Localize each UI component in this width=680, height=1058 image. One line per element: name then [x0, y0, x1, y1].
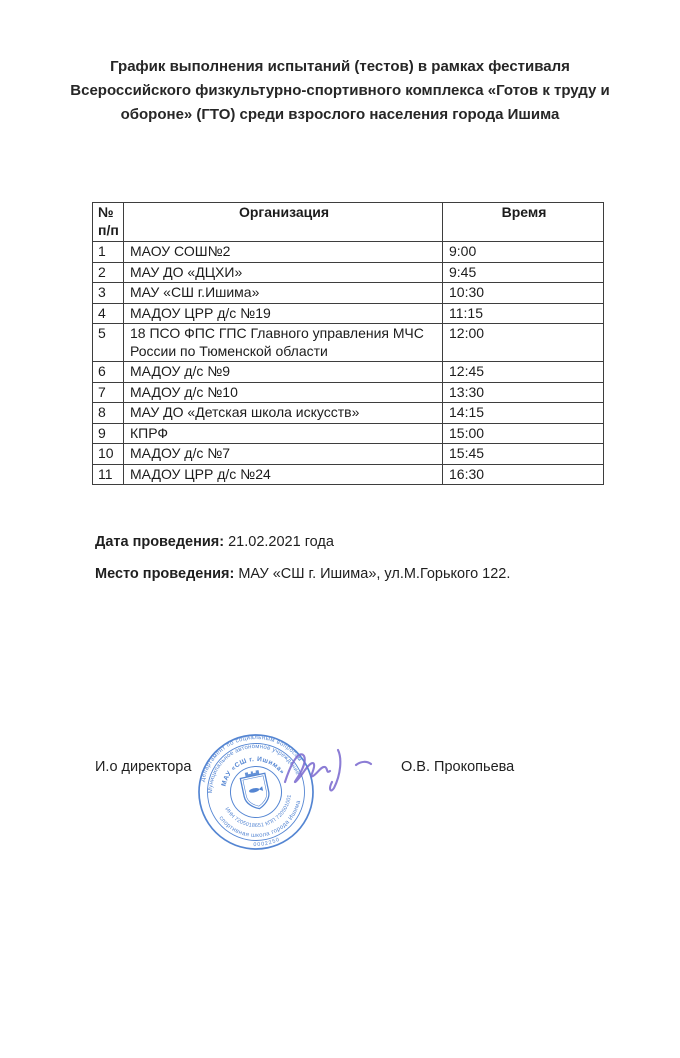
cell-num: 8	[93, 403, 124, 424]
table-row	[93, 403, 604, 424]
signature-name: О.В. Прокопьева	[401, 759, 515, 775]
cell-time: 15:00	[443, 423, 604, 444]
cell-org: МАДОУ д/с №9	[124, 362, 443, 383]
table-row	[93, 362, 604, 383]
date-value: 21.02.2021 года	[228, 534, 334, 550]
cell-num: 1	[93, 242, 124, 263]
title-line-1: График выполнения испытаний (тестов) в рамках фестиваля	[110, 58, 570, 75]
schedule-table	[92, 202, 604, 485]
date-label: Дата проведения:	[95, 534, 225, 550]
header-org: Организация	[124, 203, 443, 242]
cell-org: МАОУ СОШ№2	[124, 242, 443, 263]
cell-org: МАУ ДО «Детская школа искусств»	[124, 403, 443, 424]
signature-role: И.о директора	[95, 759, 192, 775]
cell-time: 9:45	[443, 262, 604, 283]
cell-num: 7	[93, 382, 124, 403]
cell-org: МАУ ДО «ДЦХИ»	[124, 262, 443, 283]
table-row	[93, 262, 604, 283]
title-line-3: обороне» (ГТО) среди взрослого населения города Ишима	[120, 106, 560, 123]
stamp-ring-outer-top: Департамент по социальным вопросам	[200, 734, 303, 783]
place-line	[95, 565, 510, 584]
header-time: Время	[443, 203, 604, 242]
cell-org: КПРФ	[124, 423, 443, 444]
cell-num: 3	[93, 283, 124, 304]
cell-org: МАДОУ д/с №10	[124, 382, 443, 403]
cell-time: 11:15	[443, 303, 604, 324]
cell-num: 2	[93, 262, 124, 283]
cell-org: МАДОУ д/с №7	[124, 444, 443, 465]
cell-num: 9	[93, 423, 124, 444]
signature-scribble	[250, 738, 380, 796]
cell-num: 11	[93, 464, 124, 485]
cell-time: 9:00	[443, 242, 604, 263]
place-label: Место проведения:	[95, 566, 235, 582]
stamp-ring-mid-bottom: спортивная школа города Ишима	[217, 799, 303, 840]
cell-num: 4	[93, 303, 124, 324]
cell-num: 6	[93, 362, 124, 383]
document-title	[40, 55, 640, 127]
table-row	[93, 382, 604, 403]
cell-org: МАДОУ ЦРР д/с №24	[124, 464, 443, 485]
table-row	[93, 283, 604, 304]
place-value: МАУ «СШ г. Ишима», ул.М.Горького 122.	[238, 566, 511, 582]
cell-time: 12:45	[443, 362, 604, 383]
cell-org: МАУ «СШ г.Ишима»	[124, 283, 443, 304]
table-row	[93, 324, 604, 362]
cell-time: 10:30	[443, 283, 604, 304]
cell-num: 5	[93, 324, 124, 362]
table-row	[93, 242, 604, 263]
cell-time: 15:45	[443, 444, 604, 465]
stamp-ring-inner-bottom: ИНН 7205018651 КПП 720501001	[223, 794, 293, 830]
stamp-ring-outer-bottom: 0002250	[253, 836, 282, 849]
cell-time: 16:30	[443, 464, 604, 485]
table-row	[93, 444, 604, 465]
cell-time: 12:00	[443, 324, 604, 362]
header-num: № п/п	[93, 203, 124, 242]
stamp-ring-mid-top: Муниципальное автономное учреждение	[207, 743, 301, 794]
table-row	[93, 423, 604, 444]
cell-time: 14:15	[443, 403, 604, 424]
cell-org: МАДОУ ЦРР д/с №19	[124, 303, 443, 324]
cell-time: 13:30	[443, 382, 604, 403]
table-row	[93, 303, 604, 324]
table-row	[93, 464, 604, 485]
date-line	[95, 533, 334, 552]
cell-num: 10	[93, 444, 124, 465]
stamp-ring-inner-top: МАУ «СШ г. Ишима»	[220, 755, 286, 788]
table-header-row	[93, 203, 604, 242]
cell-org: 18 ПСО ФПС ГПС Главного управления МЧС России по Тюменской области	[124, 324, 443, 362]
title-line-2: Всероссийского физкультурно-спортивного комплекса «Готов к труду и	[70, 82, 610, 99]
